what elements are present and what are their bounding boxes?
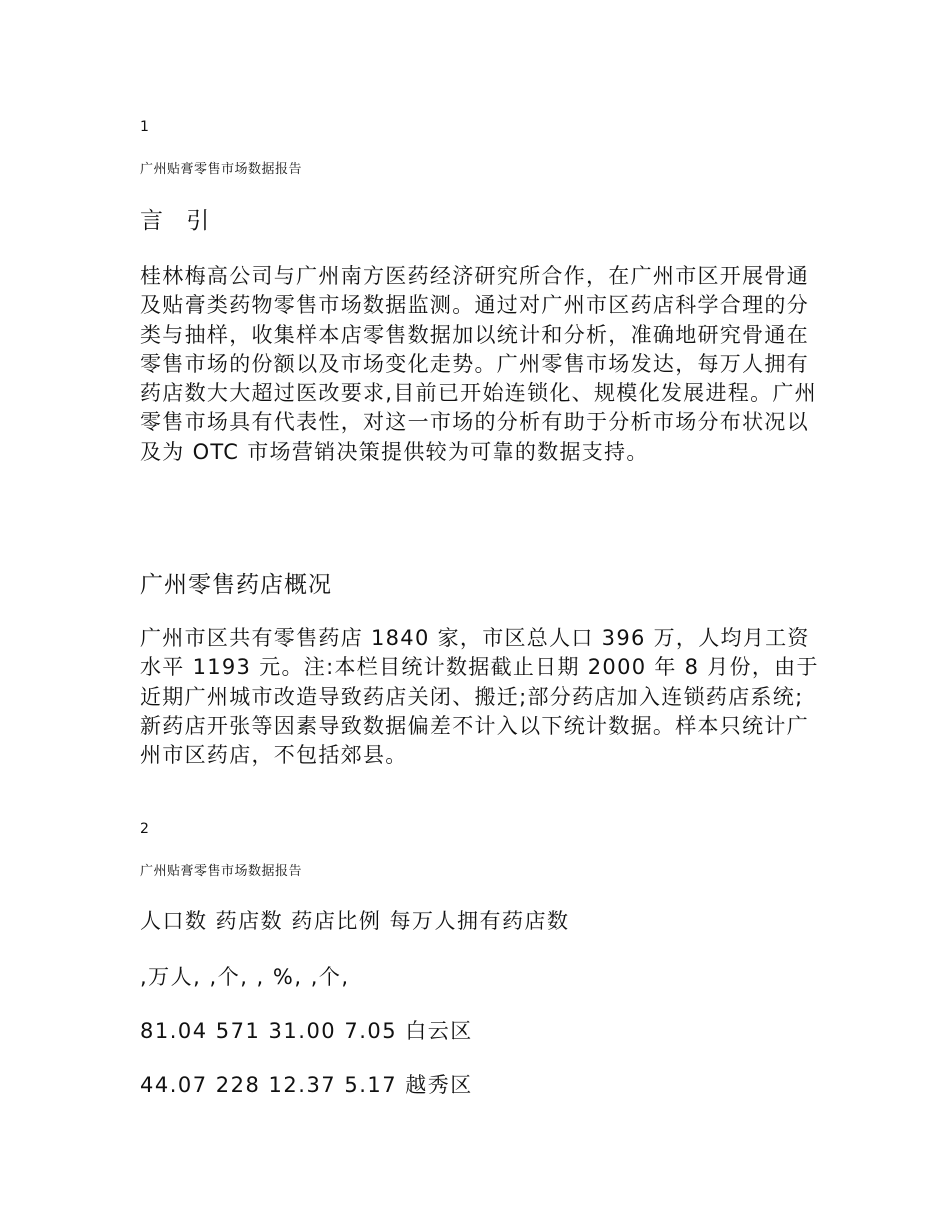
running-head: 广州贴膏零售市场数据报告 <box>140 162 303 177</box>
overview-paragraph: 广州市区共有零售药店 1840 家，市区总人口 396 万，人均月工资水平 1193 元。注:本栏目统计数据截止日期 2000 年 8 月份，由于近期广州城市改造导致药店关闭、搬迁;部分药店加入连锁药店系统;新药店开张等因素导致数据偏差不计入以下统计数据。样本只统计广州市区药店，不包括郊县。 <box>140 626 819 768</box>
table-header: 人口数 药店数 药店比例 每万人拥有药店数 <box>140 909 570 933</box>
page-number: 1 <box>140 119 149 135</box>
table-row: 44.07 228 12.37 5.17 越秀区 <box>140 1073 473 1097</box>
section-heading-intro: 言 引 <box>140 208 218 234</box>
intro-paragraph: 桂林梅高公司与广州南方医药经济研究所合作，在广州市区开展骨通及贴膏类药物零售市场数据监测。通过对广州市区药店科学合理的分类与抽样，收集样本店零售数据加以统计和分析，准确地研究骨通在零售市场的份额以及市场变化走势。广州零售市场发达，每万人拥有药店数大大超过医改要求,目前已开始连锁化、规模化发展进程。广州零售市场具有代表性，对这一市场的分析有助于分析市场分布状况以及为 OTC 市场营销决策提供较为可靠的数据支持。 <box>140 264 817 464</box>
table-row: 81.04 571 31.00 7.05 白云区 <box>140 1019 473 1043</box>
page-number: 2 <box>140 821 149 837</box>
table-units: ,万人, ,个, , %, ,个, <box>140 965 350 989</box>
running-head: 广州贴膏零售市场数据报告 <box>140 864 303 879</box>
section-heading-overview: 广州零售药店概况 <box>140 572 332 598</box>
